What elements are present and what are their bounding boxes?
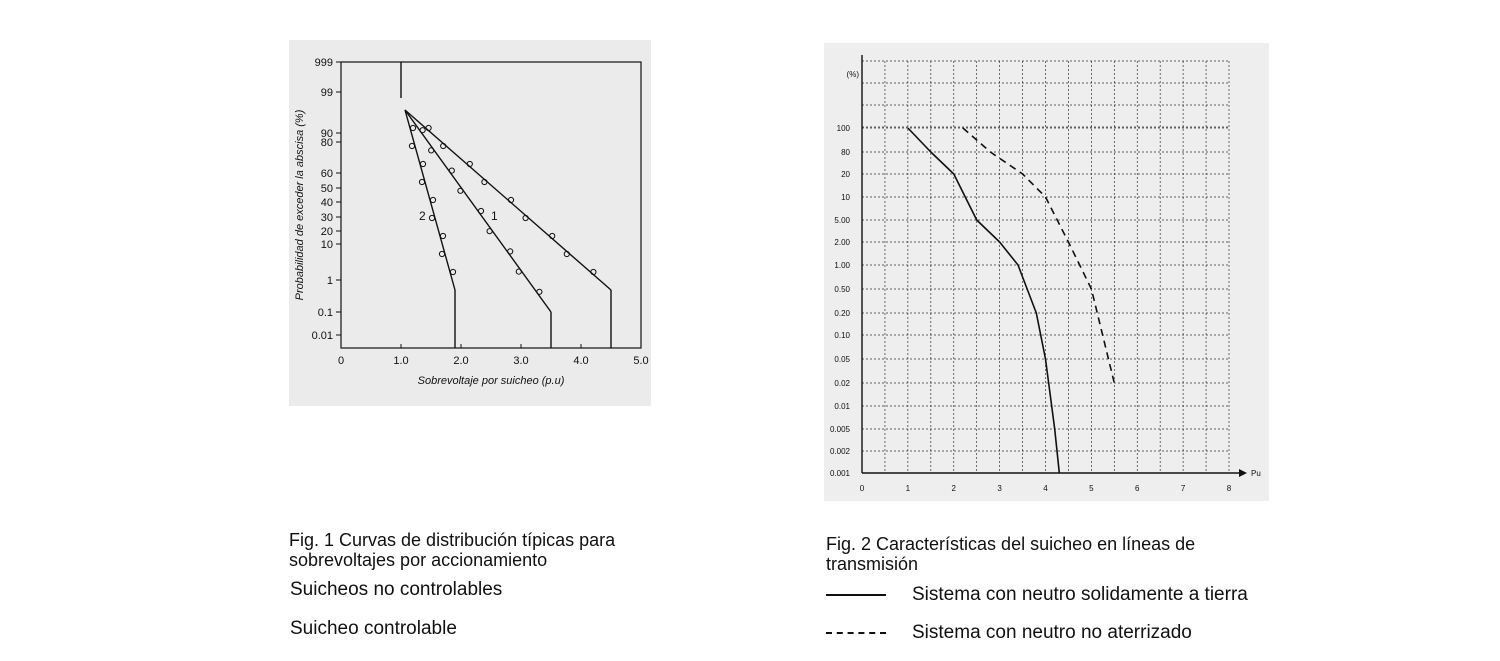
y-tick-label: 1.00 xyxy=(834,261,850,270)
data-point xyxy=(420,128,425,133)
y-tick-label: 50 xyxy=(320,183,333,195)
y-tick-label: 40 xyxy=(320,197,333,209)
y-tick-label: 30 xyxy=(320,212,333,224)
x-tick-label: 3.0 xyxy=(513,355,529,367)
y-tick-label: 0.01 xyxy=(311,330,333,342)
figure2-svg xyxy=(824,43,1269,501)
y-tick-label: 0.1 xyxy=(317,307,333,319)
x-tick-label: 0 xyxy=(337,355,345,367)
x-tick-label: 2.0 xyxy=(453,355,469,367)
x-tick-label: 0 xyxy=(859,484,865,493)
data-point xyxy=(537,289,542,294)
y-tick-label: 1 xyxy=(326,275,333,287)
data-point xyxy=(450,269,455,274)
figure1-caption: Fig. 1 Curvas de distribución típicas para sobrevoltajes por accionamiento xyxy=(289,530,616,570)
legend-uncontrolled-label: Suicheos no controlables xyxy=(290,579,503,600)
data-point xyxy=(478,208,483,213)
y-tick-label: 0.10 xyxy=(834,331,850,340)
y-tick-label: 10 xyxy=(841,193,850,202)
y-tick-label: 80 xyxy=(841,148,850,157)
x-tick-label: 5.0 xyxy=(633,355,649,367)
y-tick-label: 99 xyxy=(320,87,333,99)
legend-controlled-label: Suicheo controlable xyxy=(290,618,457,639)
x-tick-label: 1 xyxy=(905,484,911,493)
x-tick-label: 5 xyxy=(1089,484,1094,493)
x-tick-label: 8 xyxy=(1226,484,1232,493)
y-tick-label: 0.05 xyxy=(834,355,850,364)
y-tick-label: 5.00 xyxy=(834,216,850,225)
figure2-caption: Fig. 2 Características del suicheo en líneas de transmisión xyxy=(826,534,1196,574)
y-tick-label: 60 xyxy=(320,168,333,180)
data-point xyxy=(419,179,424,184)
x-tick-label: 1.0 xyxy=(393,355,409,367)
x-axis-label: Sobrevoltaje por suicheo (p.u) xyxy=(417,375,565,387)
x-tick-label: 7 xyxy=(1180,484,1186,493)
legend-solid-label: Sistema con neutro solidamente a tierra xyxy=(912,584,1248,605)
y-tick-label: 100 xyxy=(836,124,850,133)
x-tick-label: 3 xyxy=(997,484,1002,493)
y-tick-label: 2.00 xyxy=(834,238,850,247)
data-point xyxy=(458,188,463,193)
data-point xyxy=(516,269,521,274)
y-tick-label: 0.001 xyxy=(829,469,850,478)
y-tick-label: 0.20 xyxy=(834,309,850,318)
x-tick-label: 4 xyxy=(1043,484,1048,493)
data-point xyxy=(429,215,434,220)
legend-solid-line-swatch xyxy=(826,594,886,596)
y-tick-label: 80 xyxy=(320,137,333,149)
y-tick-label: 10 xyxy=(320,239,333,251)
y-tick-label: 0.01 xyxy=(834,402,850,411)
plot-frame xyxy=(341,62,641,348)
legend-dashed-label: Sistema con neutro no aterrizado xyxy=(912,622,1192,643)
figure1-svg xyxy=(289,40,651,406)
x-axis-label: Pu xyxy=(1251,469,1261,478)
data-point xyxy=(409,143,414,148)
x-tick-label: 2 xyxy=(951,484,956,493)
y-tick-label: 999 xyxy=(314,57,333,69)
x-axis-arrow xyxy=(1239,469,1247,477)
data-point xyxy=(420,161,425,166)
y-tick-label: 90 xyxy=(320,128,333,140)
y-tick-label: 0.005 xyxy=(829,425,850,434)
y-tick-label: 0.50 xyxy=(834,285,850,294)
x-tick-label: 6 xyxy=(1135,484,1140,493)
y-tick-label: 20 xyxy=(841,170,850,179)
y-tick-label: 20 xyxy=(320,226,333,238)
figure2-chart xyxy=(824,43,1269,501)
data-point xyxy=(410,125,415,130)
y-tick-label: 0.002 xyxy=(829,447,850,456)
legend-dashed-line-swatch xyxy=(826,632,886,634)
data-point xyxy=(429,148,434,153)
data-point xyxy=(449,168,454,173)
data-point xyxy=(439,251,444,256)
x-tick-label: 4.0 xyxy=(573,355,589,367)
y-tick-label: 0.02 xyxy=(834,379,850,388)
curve-label: 2 xyxy=(419,209,426,223)
figure1-chart xyxy=(289,40,651,406)
y-axis-label: Probabilidad de exceder la abscisa (%) xyxy=(294,109,306,301)
data-point xyxy=(430,197,435,202)
data-point xyxy=(440,233,445,238)
curve-label: 1 xyxy=(491,209,498,223)
data-point xyxy=(487,229,492,234)
data-point xyxy=(508,249,513,254)
y-axis-label: (%) xyxy=(846,70,859,79)
